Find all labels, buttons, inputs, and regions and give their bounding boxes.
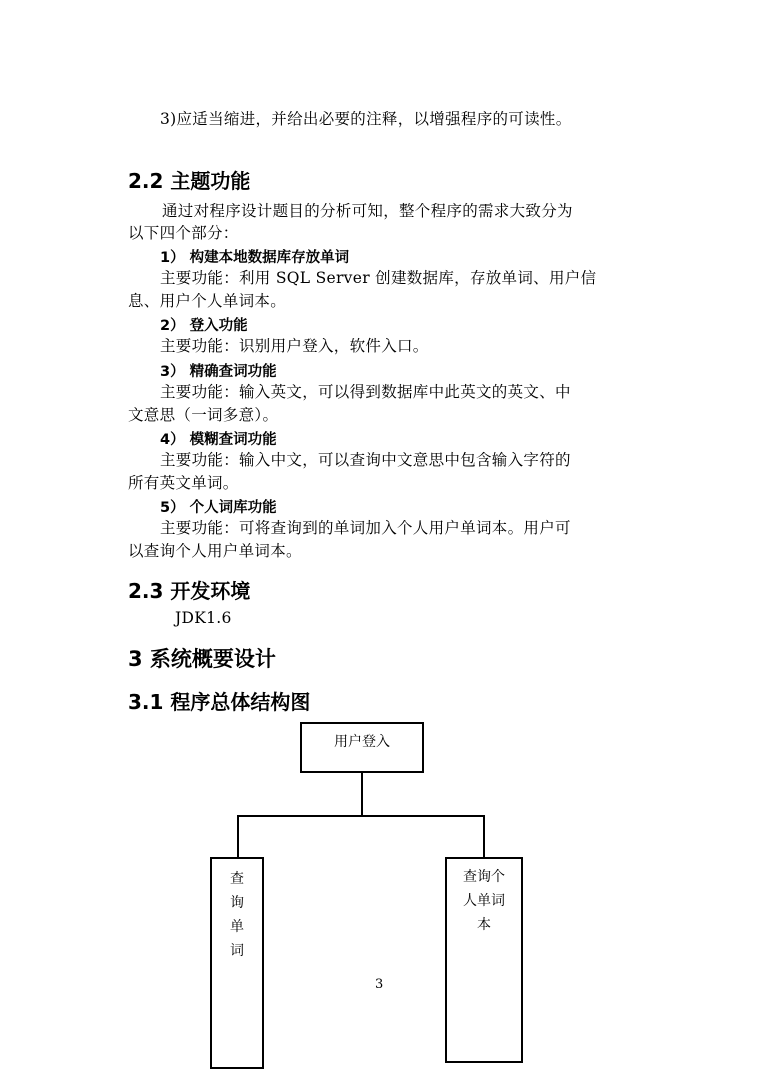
- diagram-right-label-3: 本: [477, 917, 491, 933]
- diagram-left-label-1: 查: [230, 871, 244, 887]
- item-2-heading: 2） 登入功能: [160, 318, 248, 334]
- diagram-root-label: 用户登入: [334, 734, 390, 750]
- item-3-heading: 3） 精确查词功能: [160, 364, 277, 380]
- item-1-line-1: 主要功能：利用 SQL Server 创建数据库，存放单词、用户信: [160, 269, 597, 287]
- diagram-left-label-2: 询: [230, 895, 244, 911]
- diagram-left-box: [210, 857, 264, 1069]
- section-2-2-title: 2.2 主题功能: [128, 169, 251, 193]
- item-5-heading: 5） 个人词库功能: [160, 500, 277, 516]
- item-5-line-1: 主要功能：可将查询到的单词加入个人用户单词本。用户可: [160, 519, 571, 537]
- item-1-line-2: 息、用户个人单词本。: [128, 292, 287, 310]
- section-2-2-intro-line-1: 通过对程序设计题目的分析可知，整个程序的需求大致分为: [162, 202, 573, 220]
- diagram-left-label-4: 词: [230, 943, 244, 959]
- section-3-1-title: 3.1 程序总体结构图: [128, 690, 311, 714]
- item-3-line-1: 主要功能：输入英文，可以得到数据库中此英文的英文、中: [160, 383, 571, 401]
- connector-horizontal: [237, 815, 485, 817]
- section-2-2-intro-line-2: 以下四个部分：: [128, 224, 239, 242]
- item-3-line-2: 文意思（一词多意）。: [128, 406, 279, 424]
- item-2-line-1: 主要功能：识别用户登入，软件入口。: [160, 337, 429, 355]
- item-1-heading: 1） 构建本地数据库存放单词: [160, 250, 350, 266]
- connector-root-down: [361, 773, 363, 816]
- item-4-line-2: 所有英文单词。: [128, 474, 239, 492]
- diagram-root-box: [300, 722, 424, 773]
- diagram-right-label-1: 查询个: [463, 869, 505, 885]
- section-3-title: 3 系统概要设计: [128, 647, 276, 671]
- diagram-right-label-2: 人单词: [463, 893, 505, 909]
- item-4-heading: 4） 模糊查词功能: [160, 432, 277, 448]
- connector-left-down: [237, 815, 239, 858]
- section-2-3-title: 2.3 开发环境: [128, 579, 251, 603]
- item-4-line-1: 主要功能：输入中文，可以查询中文意思中包含输入字符的: [160, 451, 571, 469]
- page-number: 3: [375, 977, 384, 992]
- diagram-left-label-3: 单: [230, 919, 244, 935]
- item-5-line-2: 以查询个人用户单词本。: [128, 542, 302, 560]
- intro-line: 3)应适当缩进，并给出必要的注释，以增强程序的可读性。: [160, 110, 572, 128]
- diagram-right-box: [445, 857, 523, 1063]
- section-2-3-content: JDK1.6: [175, 609, 232, 627]
- connector-right-down: [483, 815, 485, 858]
